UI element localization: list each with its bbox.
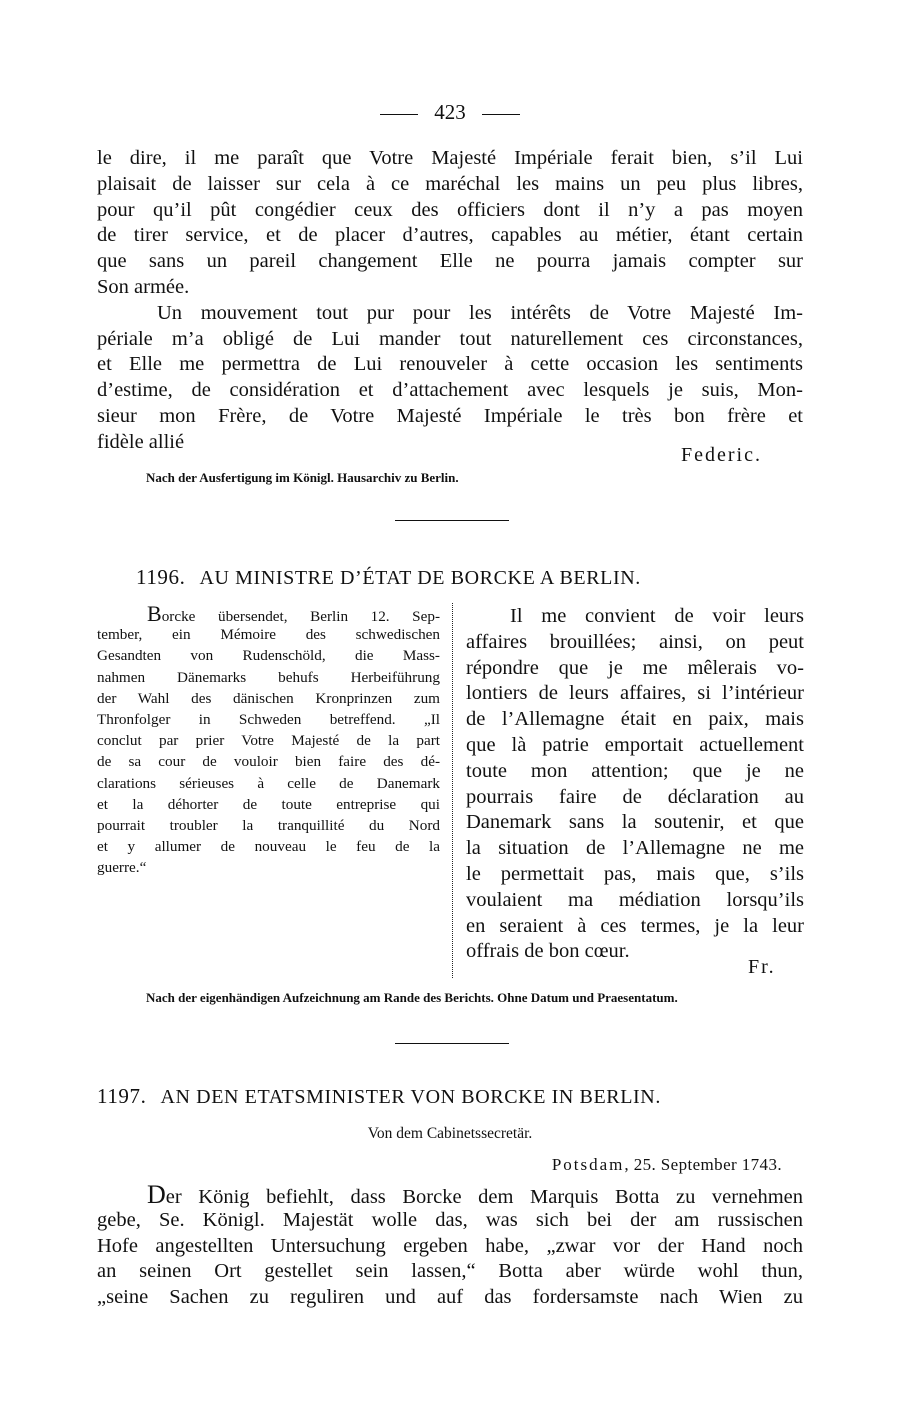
letter-1195-body (97, 146, 803, 456)
letter-number: 1196. (136, 565, 186, 589)
letter-1197-heading (97, 1084, 803, 1109)
letter-title: AN DEN ETATSMINISTER VON BORCKE IN BERLIN. (160, 1086, 661, 1108)
text-line: Un mouvement tout pur pour les intérêts de Votre Majesté Im- (157, 301, 803, 324)
text-line: de tirer service, et de placer d’autres, capables au métier, étant certain (97, 224, 803, 247)
letter-1196-summary (97, 603, 440, 878)
text-line: Son armée. (97, 275, 190, 298)
text-line: Hofe angestellten Untersuchung ergeben habe, „zwar vor der Hand noch (97, 1234, 803, 1257)
letter-1196-reply (466, 604, 804, 965)
letter-1197-subtitle: Von dem Cabinetssecretär. (367, 1125, 533, 1142)
text-line: pour qu’il pût congédier ceux des officiers dont il n’y a pas moyen (97, 198, 803, 221)
source-note-1195: Nach der Ausfertigung im Königl. Hausarchiv zu Berlin. (146, 470, 459, 485)
body-dropcap: D (147, 1180, 166, 1209)
dateline-place: Potsdam (551, 1155, 625, 1174)
text-line: sieur mon Frère, de Votre Majesté Impériale le très bon frère et (97, 404, 803, 427)
signature-federic: Federic. (681, 444, 762, 466)
summary-line: clarations sérieuses à celle de Danemark (97, 774, 440, 792)
summary-line: nahmen Dänemarks behufs Herbeiführung (97, 668, 440, 686)
letter-1197-body (97, 1182, 803, 1311)
reply-line: Danemark sans la soutenir, et que (466, 811, 804, 834)
summary-line (97, 603, 440, 624)
reply-line: la situation de l’Allemagne ne me (466, 837, 804, 860)
text-line (97, 1182, 803, 1208)
reply-line: que là patrie emportait actuellement (466, 733, 804, 756)
reply-line: offrais de bon cœur. (466, 940, 630, 963)
column-separator (452, 603, 453, 978)
summary-dropcap: B (147, 601, 162, 626)
source-note-1196: Nach der eigenhändigen Aufzeichnung am Rande des Berichts. Ohne Datum und Praesentatum. (146, 990, 678, 1005)
summary-line: pourrait troubler la tranquillité du Nord (97, 816, 440, 834)
summary-line: tember, ein Mémoire des schwedischen (97, 626, 440, 644)
reply-line: en seraient à ces termes, je la leur (466, 914, 804, 937)
reply-line: le permettait pas, mais que, s’ils (466, 862, 804, 885)
header-dash-left (380, 114, 418, 115)
summary-line: Thronfolger in Schweden betreffend. „Il (97, 710, 440, 728)
reply-line: répondre que je me mêlerais vo- (466, 656, 804, 679)
text-line: que sans un pareil changement Elle ne pourra jamais compter sur (97, 250, 803, 273)
summary-line: et y allumer de nouveau le feu de la (97, 838, 440, 856)
text-line: le dire, il me paraît que Votre Majesté Impériale ferait bien, s’il Lui (97, 147, 803, 169)
page-number: 423 (434, 100, 466, 124)
text-line: périale m’a obligé de Lui mander tout naturellement ces circonstances, (97, 327, 803, 350)
section-divider (395, 520, 509, 521)
summary-line: Gesandten von Rudenschöld, die Mass- (97, 647, 440, 665)
text-line: plaisait de laisser sur cela à ce maréchal les mains un peu plus libres, (97, 172, 803, 195)
section-divider (395, 1043, 509, 1044)
text-line: et Elle me permettra de Lui renouveler à cette occasion les sentiments (97, 353, 803, 376)
reply-line: Il me convient de voir leurs (510, 605, 804, 627)
letter-1196-heading (136, 565, 782, 590)
summary-line: de sa cour de vouloir bien faire des dé- (97, 753, 440, 771)
summary-line-text: orcke übersendet, Berlin 12. Sep- (161, 608, 440, 625)
text-line-content: er König befiehlt, dass Borcke dem Marquis Botta zu vernehmen (165, 1186, 803, 1208)
text-line: an seinen Ort gestellet sein lassen,“ Botta aber würde wohl thun, (97, 1260, 803, 1283)
text-line: „seine Sachen zu reguliren und auf das fordersamste nach Wien zu (97, 1286, 803, 1309)
reply-line: lontiers de leurs affaires, si l’intérieur (466, 682, 804, 705)
reply-line: affaires brouillées; ainsi, on peut (466, 630, 804, 653)
reply-line: toute mon attention; que je ne (466, 759, 804, 782)
signature-fr: Fr. (748, 956, 776, 978)
reply-line: de l’Allemagne était en paix, mais (466, 708, 804, 731)
summary-line: guerre.“ (97, 859, 147, 877)
letter-1197-dateline (552, 1155, 782, 1175)
summary-line: der Wahl des dänischen Kronprinzen zum (97, 689, 440, 707)
header-dash-right (482, 114, 520, 115)
reply-line: voulaient ma médiation lorsqu’ils (466, 888, 804, 911)
text-line: gebe, Se. Königl. Majestät wolle das, was sich bei der am russischen (97, 1208, 803, 1231)
letter-title: AU MINISTRE D’ÉTAT DE BORCKE A BERLIN. (199, 567, 641, 589)
letter-number: 1197. (97, 1084, 147, 1108)
dateline-date: , 25. September 1743. (624, 1155, 782, 1174)
reply-line: pourrais faire de déclaration au (466, 785, 804, 808)
text-line: d’estime, de considération et d’attachement avec lesquels je suis, Mon- (97, 379, 803, 402)
text-line: fidèle allié (97, 430, 185, 453)
summary-line: et la déhorter de toute entreprise qui (97, 795, 440, 813)
page-header (0, 100, 900, 125)
summary-line: conclut par prier Votre Majesté de la part (97, 732, 440, 750)
